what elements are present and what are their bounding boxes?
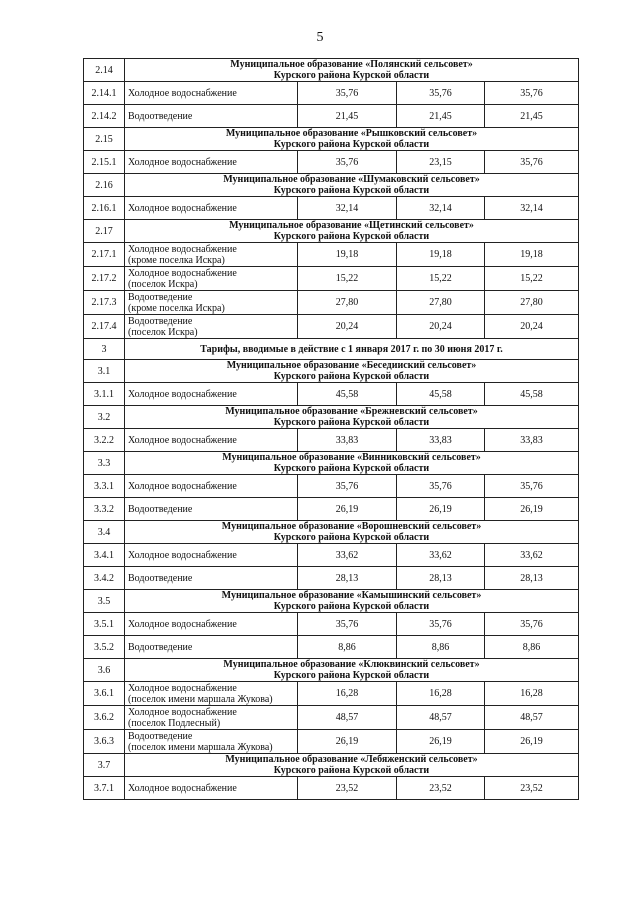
tariff-value-1: 27,80 xyxy=(298,291,397,315)
tariff-row xyxy=(84,544,579,567)
row-number: 2.15.1 xyxy=(84,151,125,174)
row-number: 3.4.1 xyxy=(84,544,125,567)
tariff-value-3: 33,83 xyxy=(485,429,579,452)
service-name: Водоотведение xyxy=(128,572,193,584)
service-cell xyxy=(125,636,298,659)
tariff-value-3: 21,45 xyxy=(485,105,579,128)
municipality-name: Муниципальное образование «Камышинский сельсовет» xyxy=(221,590,482,601)
tariff-value-1: 19,18 xyxy=(298,243,397,267)
tariff-value-1: 35,76 xyxy=(298,82,397,105)
tariff-row xyxy=(84,706,579,730)
service-detail: (кроме поселка Искра) xyxy=(128,254,225,266)
service-detail: (поселок Искра) xyxy=(128,278,198,290)
municipality-district: Курского района Курской области xyxy=(273,417,430,428)
municipality-title xyxy=(125,452,579,475)
municipality-header-row xyxy=(84,521,579,544)
tariff-value-3: 23,52 xyxy=(485,777,579,800)
tariff-value-3: 8,86 xyxy=(485,636,579,659)
municipality-header-row xyxy=(84,754,579,777)
tariff-value-2: 45,58 xyxy=(397,383,485,406)
service-name: Водоотведение xyxy=(128,730,193,742)
tariff-value-1: 28,13 xyxy=(298,567,397,590)
tariff-row xyxy=(84,105,579,128)
service-cell xyxy=(125,243,298,267)
row-number: 2.17.4 xyxy=(84,315,125,339)
row-number: 3.1.1 xyxy=(84,383,125,406)
service-name: Холодное водоснабжение xyxy=(128,388,237,400)
tariff-value-1: 20,24 xyxy=(298,315,397,339)
tariff-value-3: 45,58 xyxy=(485,383,579,406)
tariff-row xyxy=(84,267,579,291)
tariff-value-2: 23,52 xyxy=(397,777,485,800)
tariff-value-3: 32,14 xyxy=(485,197,579,220)
row-number: 2.16 xyxy=(84,174,125,197)
municipality-header-row xyxy=(84,220,579,243)
tariff-value-3: 35,76 xyxy=(485,475,579,498)
service-name: Холодное водоснабжение xyxy=(128,618,237,630)
service-cell xyxy=(125,291,298,315)
row-number: 3.7.1 xyxy=(84,777,125,800)
municipality-title xyxy=(125,754,579,777)
service-cell xyxy=(125,682,298,706)
row-number: 2.16.1 xyxy=(84,197,125,220)
municipality-district: Курского района Курской области xyxy=(273,463,430,474)
row-number: 2.14.1 xyxy=(84,82,125,105)
municipality-district: Курского района Курской области xyxy=(273,371,430,382)
tariff-value-3: 35,76 xyxy=(485,82,579,105)
tariff-value-2: 35,76 xyxy=(397,475,485,498)
row-number: 3.6.2 xyxy=(84,706,125,730)
municipality-name: Муниципальное образование «Щетинский сельсовет» xyxy=(229,220,474,231)
tariff-value-3: 16,28 xyxy=(485,682,579,706)
tariff-value-2: 16,28 xyxy=(397,682,485,706)
tariff-row xyxy=(84,82,579,105)
tariff-value-1: 33,62 xyxy=(298,544,397,567)
tariff-value-2: 21,45 xyxy=(397,105,485,128)
municipality-title xyxy=(125,659,579,682)
tariff-value-2: 19,18 xyxy=(397,243,485,267)
tariff-row xyxy=(84,682,579,706)
tariff-row xyxy=(84,151,579,174)
service-name: Водоотведение xyxy=(128,641,193,653)
row-number: 3.6.3 xyxy=(84,730,125,754)
tariff-value-3: 20,24 xyxy=(485,315,579,339)
municipality-title xyxy=(125,360,579,383)
service-cell xyxy=(125,475,298,498)
tariff-value-3: 26,19 xyxy=(485,730,579,754)
tariff-row xyxy=(84,636,579,659)
service-cell xyxy=(125,315,298,339)
tariff-value-2: 23,15 xyxy=(397,151,485,174)
service-name: Водоотведение xyxy=(128,110,193,122)
tariff-value-2: 27,80 xyxy=(397,291,485,315)
municipality-name: Муниципальное образование «Полянский сельсовет» xyxy=(230,59,473,70)
row-number: 3.6.1 xyxy=(84,682,125,706)
service-detail: (кроме поселка Искра) xyxy=(128,302,225,314)
tariff-value-3: 19,18 xyxy=(485,243,579,267)
tariff-value-3: 35,76 xyxy=(485,151,579,174)
municipality-title xyxy=(125,128,579,151)
service-cell xyxy=(125,613,298,636)
row-number: 2.17.3 xyxy=(84,291,125,315)
tariff-value-3: 27,80 xyxy=(485,291,579,315)
service-cell xyxy=(125,267,298,291)
tariff-row xyxy=(84,243,579,267)
municipality-district: Курского района Курской области xyxy=(273,532,430,543)
service-name: Холодное водоснабжение xyxy=(128,267,237,279)
tariff-value-1: 45,58 xyxy=(298,383,397,406)
row-number: 2.17 xyxy=(84,220,125,243)
tariff-value-1: 15,22 xyxy=(298,267,397,291)
municipality-name: Муниципальное образование «Лебяженский сельсовет» xyxy=(225,754,478,765)
row-number: 3.2.2 xyxy=(84,429,125,452)
tariff-value-1: 33,83 xyxy=(298,429,397,452)
municipality-header-row xyxy=(84,174,579,197)
tariff-value-3: 26,19 xyxy=(485,498,579,521)
municipality-name: Муниципальное образование «Рышковский сельсовет» xyxy=(225,128,478,139)
municipality-title xyxy=(125,220,579,243)
row-number: 3.3.2 xyxy=(84,498,125,521)
municipality-district: Курского района Курской области xyxy=(273,139,430,150)
municipality-name: Муниципальное образование «Шумаковский сельсовет» xyxy=(223,174,480,185)
tariff-row xyxy=(84,429,579,452)
municipality-header-row xyxy=(84,590,579,613)
service-detail: (поселок Искра) xyxy=(128,326,198,338)
tariff-value-1: 16,28 xyxy=(298,682,397,706)
municipality-name: Муниципальное образование «Ворошневский сельсовет» xyxy=(221,521,482,532)
tariff-table-body xyxy=(84,59,579,800)
tariff-value-1: 23,52 xyxy=(298,777,397,800)
tariff-value-2: 26,19 xyxy=(397,730,485,754)
tariff-row xyxy=(84,777,579,800)
service-name: Водоотведение xyxy=(128,503,193,515)
service-cell xyxy=(125,429,298,452)
service-detail: (поселок имени маршала Жукова) xyxy=(128,693,273,705)
service-name: Холодное водоснабжение xyxy=(128,434,237,446)
municipality-header-row xyxy=(84,452,579,475)
service-name: Холодное водоснабжение xyxy=(128,782,237,794)
section-header-row xyxy=(84,339,579,360)
municipality-title xyxy=(125,590,579,613)
tariff-value-1: 35,76 xyxy=(298,613,397,636)
municipality-header-row xyxy=(84,406,579,429)
tariff-value-1: 32,14 xyxy=(298,197,397,220)
row-number: 3.5.1 xyxy=(84,613,125,636)
municipality-name: Муниципальное образование «Беседииский сельсовет» xyxy=(226,360,477,371)
municipality-title xyxy=(125,521,579,544)
tariff-value-3: 48,57 xyxy=(485,706,579,730)
row-number: 3.3.1 xyxy=(84,475,125,498)
row-number: 3.4 xyxy=(84,521,125,544)
municipality-district: Курского района Курской области xyxy=(273,765,430,776)
service-name: Холодное водоснабжение xyxy=(128,243,237,255)
tariff-table xyxy=(83,58,579,800)
municipality-district: Курского района Курской области xyxy=(273,70,430,81)
row-number: 3.5 xyxy=(84,590,125,613)
service-cell xyxy=(125,498,298,521)
service-name: Холодное водоснабжение xyxy=(128,549,237,561)
service-name: Водоотведение xyxy=(128,291,193,303)
tariff-value-1: 8,86 xyxy=(298,636,397,659)
tariff-value-2: 35,76 xyxy=(397,613,485,636)
tariff-value-1: 35,76 xyxy=(298,475,397,498)
service-cell xyxy=(125,383,298,406)
municipality-name: Муниципальное образование «Клюквинский сельсовет» xyxy=(223,659,480,670)
municipality-header-row xyxy=(84,128,579,151)
service-cell xyxy=(125,567,298,590)
service-cell xyxy=(125,730,298,754)
tariff-value-2: 8,86 xyxy=(397,636,485,659)
tariff-value-3: 33,62 xyxy=(485,544,579,567)
tariff-value-2: 26,19 xyxy=(397,498,485,521)
municipality-header-row xyxy=(84,360,579,383)
row-number: 3.7 xyxy=(84,754,125,777)
row-number: 2.17.1 xyxy=(84,243,125,267)
municipality-title xyxy=(125,59,579,82)
municipality-district: Курского района Курской области xyxy=(273,670,430,681)
tariff-value-3: 35,76 xyxy=(485,613,579,636)
municipality-district: Курского района Курской области xyxy=(273,185,430,196)
page-number: 5 xyxy=(316,30,324,45)
row-number: 3.3 xyxy=(84,452,125,475)
tariff-row xyxy=(84,475,579,498)
municipality-title xyxy=(125,406,579,429)
tariff-value-1: 48,57 xyxy=(298,706,397,730)
municipality-header-row xyxy=(84,659,579,682)
row-number: 3.5.2 xyxy=(84,636,125,659)
tariff-value-2: 28,13 xyxy=(397,567,485,590)
tariff-value-2: 15,22 xyxy=(397,267,485,291)
tariff-row xyxy=(84,197,579,220)
service-cell xyxy=(125,777,298,800)
tariff-row xyxy=(84,291,579,315)
row-number: 3.4.2 xyxy=(84,567,125,590)
tariff-value-1: 26,19 xyxy=(298,730,397,754)
service-name: Холодное водоснабжение xyxy=(128,706,237,718)
tariff-value-2: 33,62 xyxy=(397,544,485,567)
tariff-value-1: 26,19 xyxy=(298,498,397,521)
service-cell xyxy=(125,151,298,174)
row-number: 2.14.2 xyxy=(84,105,125,128)
service-name: Холодное водоснабжение xyxy=(128,480,237,492)
section-title: Тарифы, вводимые в действие с 1 января 2017 г. по 30 июня 2017 г. xyxy=(125,339,579,360)
tariff-value-1: 21,45 xyxy=(298,105,397,128)
row-number: 2.15 xyxy=(84,128,125,151)
service-cell xyxy=(125,544,298,567)
municipality-title xyxy=(125,174,579,197)
tariff-value-2: 20,24 xyxy=(397,315,485,339)
tariff-row xyxy=(84,498,579,521)
tariff-value-2: 32,14 xyxy=(397,197,485,220)
tariff-value-2: 33,83 xyxy=(397,429,485,452)
service-detail: (поселок Подлесный) xyxy=(128,717,221,729)
tariff-value-3: 28,13 xyxy=(485,567,579,590)
tariff-row xyxy=(84,383,579,406)
tariff-value-2: 35,76 xyxy=(397,82,485,105)
municipality-header-row xyxy=(84,59,579,82)
tariff-value-1: 35,76 xyxy=(298,151,397,174)
service-name: Водоотведение xyxy=(128,315,193,327)
tariff-row xyxy=(84,315,579,339)
municipality-district: Курского района Курской области xyxy=(273,601,430,612)
service-cell xyxy=(125,105,298,128)
service-name: Холодное водоснабжение xyxy=(128,682,237,694)
service-detail: (поселок имени маршала Жукова) xyxy=(128,741,273,753)
service-name: Холодное водоснабжение xyxy=(128,87,237,99)
service-cell xyxy=(125,706,298,730)
row-number: 2.14 xyxy=(84,59,125,82)
tariff-value-3: 15,22 xyxy=(485,267,579,291)
row-number: 3.6 xyxy=(84,659,125,682)
row-number: 3.1 xyxy=(84,360,125,383)
municipality-name: Муниципальное образование «Винниковский сельсовет» xyxy=(222,452,481,463)
service-cell xyxy=(125,197,298,220)
row-number: 2.17.2 xyxy=(84,267,125,291)
service-name: Холодное водоснабжение xyxy=(128,156,237,168)
tariff-row xyxy=(84,567,579,590)
tariff-row xyxy=(84,613,579,636)
municipality-district: Курского района Курской области xyxy=(273,231,430,242)
tariff-value-2: 48,57 xyxy=(397,706,485,730)
municipality-name: Муниципальное образование «Брежневский сельсовет» xyxy=(225,406,478,417)
section-number: 3 xyxy=(84,339,125,360)
service-cell xyxy=(125,82,298,105)
service-name: Холодное водоснабжение xyxy=(128,202,237,214)
tariff-row xyxy=(84,730,579,754)
row-number: 3.2 xyxy=(84,406,125,429)
